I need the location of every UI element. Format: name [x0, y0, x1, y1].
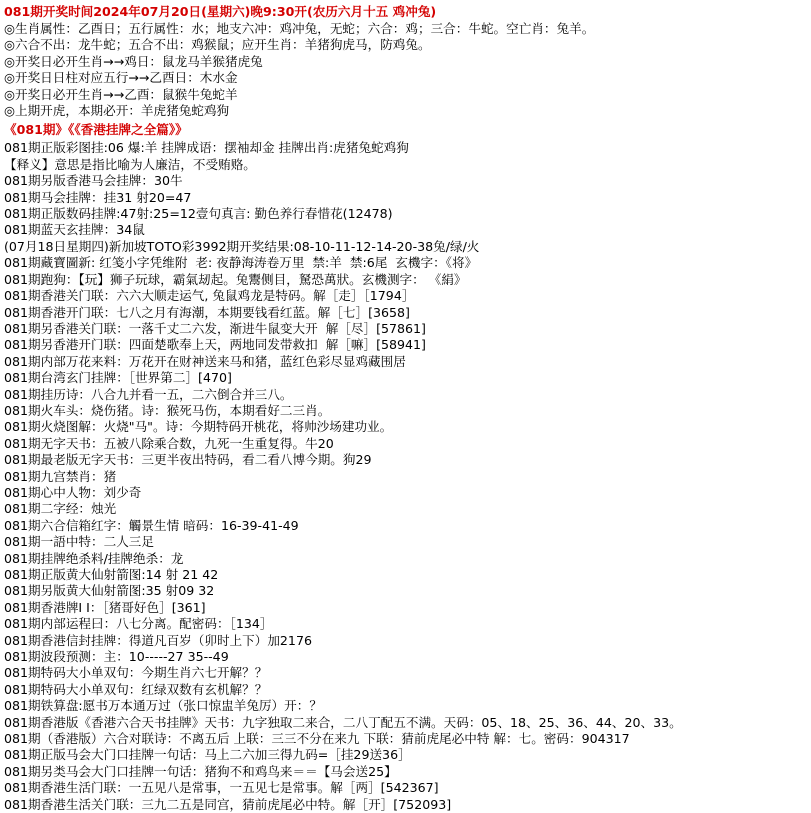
- body-line: 081期内部万花来料：万花开在财神送来马和猪，蓝红色彩尽显鸡藏围居: [4, 353, 406, 369]
- attribute-line: ◎六合不出：龙牛蛇；五合不出：鸡猴鼠；应开生肖：羊猪狗虎马，防鸡兔。: [4, 37, 431, 53]
- body-line: 081期特码大小单双句：今期生肖六七开解？？: [4, 665, 268, 681]
- body-line: 081期另类马会大门口挂牌一句话：猪狗不和鸡鸟来＝＝【马会送25】: [4, 763, 397, 779]
- body-line: 081期马会挂牌：挂31 射20=47: [4, 189, 192, 205]
- body-line: 081期正版数码挂牌:47射:25=12壹句真言: 勤色养行春惜花(12478): [4, 206, 393, 222]
- body-line: 081期藏寶圖新: 红笺小字凭维附 老: 夜静海涛卷万里 禁:羊 禁:6尾 玄機字：《将》: [4, 255, 478, 271]
- attribute-line: ◎开奖日必开生肖→→鸡日：鼠龙马羊猴猪虎兔: [4, 53, 263, 69]
- body-line: 081期特码大小单双句：红绿双数有玄机解？？: [4, 681, 268, 697]
- body-line: 081期火车头：烧伤猪。诗：猴死马伤，本期看好二三肖。: [4, 402, 331, 418]
- body-line: 081期跑狗：【玩】狮子玩球，霸氣刼起。兔鬻侧目，駑恐萬狀。玄機测字： 《絹》: [4, 271, 467, 287]
- body-line: 081期二字经：烛光: [4, 501, 117, 517]
- body-line: 081期正版马会大门口挂牌一句话：马上二六加三得九码=［挂29送36］: [4, 747, 411, 763]
- body-line: 081期另版香港马会挂牌：30牛: [4, 173, 183, 189]
- body-line: 081期挂牌绝杀料/挂牌绝杀：龙: [4, 550, 184, 566]
- body-line: 081期香港牌Ⅰ Ⅰ：［猪哥好色］[361]: [4, 599, 206, 615]
- attribute-line: ◎开奖日日柱对应五行→→乙酉日：木水金: [4, 70, 238, 86]
- body-line: 081期香港关门联：六六大顺走运气, 兔鼠鸡龙是特码。解［走］［1794］: [4, 288, 415, 304]
- body-line: 081期无字天书：五被八除乘合数，九死一生重复得。牛20: [4, 435, 334, 451]
- body-line: 081期九宫禁肖：猪: [4, 468, 117, 484]
- body-line: 081期蓝天玄挂牌：34鼠: [4, 222, 145, 238]
- body-line: 081期波段预测：主：10-----27 35--49: [4, 649, 229, 665]
- body-block: [4, 140, 807, 813]
- attribute-line: ◎开奖日必开生肖→→乙酉：鼠猴牛兔蛇羊: [4, 86, 238, 102]
- body-line: 081期最老版无字天书：三更半夜出特码，看二看八博今期。狗29: [4, 452, 372, 468]
- body-line: 081期香港信封挂牌：得道凡百岁（卯时上下）加2176: [4, 632, 312, 648]
- body-line: 【释义】意思是指比喻为人廉洁，不受贿赂。: [4, 156, 256, 172]
- body-line: 081期香港生活关门联：三九二五是同宫，猜前虎尾必中特。解［开］[752093]: [4, 796, 452, 812]
- body-line: 081期火烧图解：火烧"马"。诗：今期特码开桃花，将帅沙场建功业。: [4, 419, 393, 435]
- body-line: 081期香港生活门联：一五见八是常事，一五见七是常事。解［两］[542367]: [4, 780, 439, 796]
- body-line: (07月18日星期四)新加坡TOTO彩3992期开奖结果:08-10-11-12-14-20-38兔/绿/火: [4, 238, 480, 254]
- body-line: 081期另香港关门联：一落千丈二六发，渐进牛鼠变大开 解［尽］[57861]: [4, 320, 426, 336]
- body-line: 081期正版彩图挂:06 爆:羊 挂牌成语：摆袖却金 挂牌出肖:虎猪兔蛇鸡狗: [4, 140, 409, 156]
- body-line: 081期香港版《香港六合天书挂牌》天书：九字独取二来合，二八丁配五不满。天码：05、18、25、36、44、20、33。: [4, 714, 682, 730]
- body-line: 081期铁算盘:愿书万本通万过（张口惊盅羊兔厉）开：？: [4, 698, 322, 714]
- body-line: 081期一語中特：二人三足: [4, 534, 154, 550]
- page-title: 081期开奖时间2024年07月20日(星期六)晚9:30开(农历六月十五 鸡冲兔): [4, 4, 437, 19]
- body-line: 081期挂历诗：八合九并看一五，二六倒合并三八。: [4, 386, 293, 402]
- attribute-line: ◎生肖属性：乙酉日；五行属性：水；地支六冲：鸡冲兔，无蛇；六合：鸡；三合：牛蛇。空亡肖：兔羊。: [4, 21, 595, 36]
- attribute-line: ◎上期开虎，本期必开：羊虎猪兔蛇鸡狗: [4, 103, 230, 119]
- attributes-block: [4, 21, 807, 119]
- section-title: 《081期》《《香港挂牌之全篇》》: [4, 122, 188, 138]
- body-line: 081期内部运程曰：八七分离。配密码：［134］: [4, 616, 273, 632]
- body-line: 081期台湾玄门挂牌：［世界第二］[470]: [4, 370, 232, 386]
- body-line: 081期另香港开门联：四面楚歌奉上天，两地同发带救扣 解［嘛］[58941]: [4, 337, 426, 353]
- body-line: 081期正版黄大仙射箭图:14 射 21 42: [4, 567, 219, 582]
- body-line: 081期六合信箱红字：觸景生情 暗码：16-39-41-49: [4, 517, 299, 533]
- body-line: 081期另版黄大仙射箭图:35 射09 32: [4, 583, 215, 599]
- body-line: 081期心中人物：刘少奇: [4, 484, 142, 500]
- body-line: 081期（香港版）六合对联诗：不离五后 上联：三三不分在来九 下联：猜前虎尾必中特 解：七。密码：904317: [4, 731, 630, 747]
- body-line: 081期香港开门联：七八之月有海潮，本期要钱看红蓝。解［七］[3658]: [4, 304, 410, 320]
